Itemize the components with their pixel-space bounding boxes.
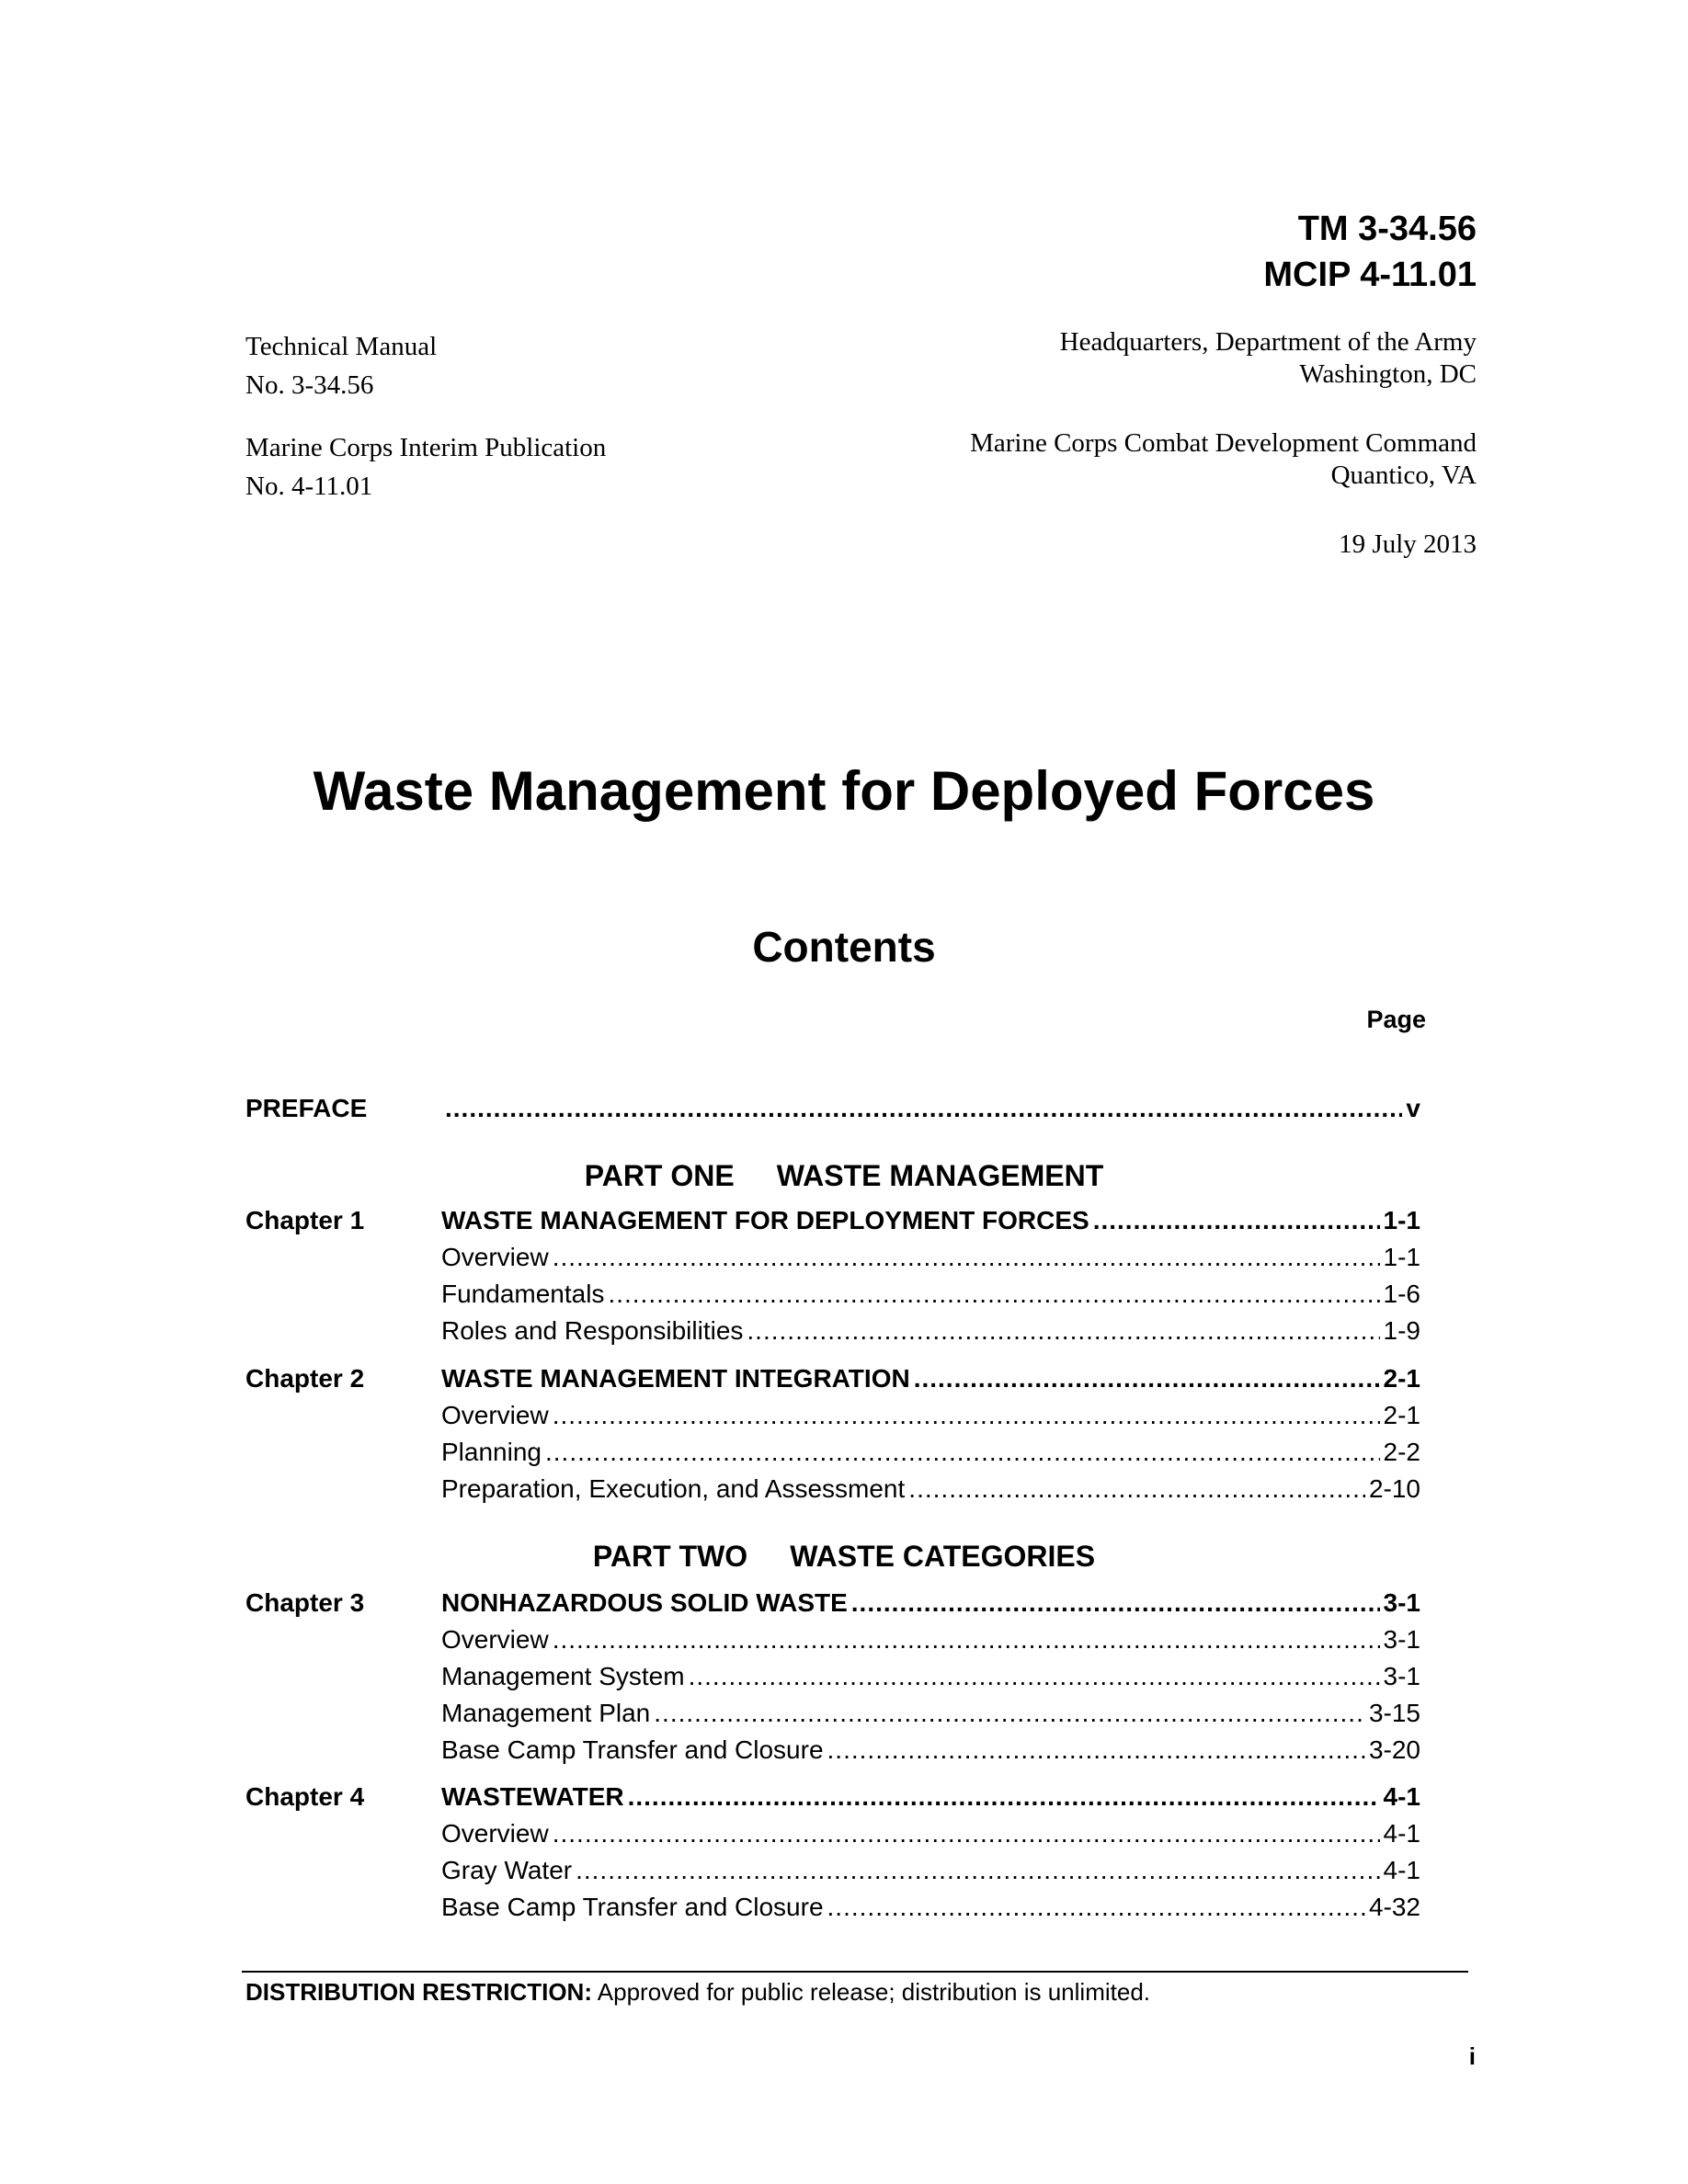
contents-heading: Contents xyxy=(752,923,936,971)
toc-leader-dots xyxy=(608,1280,1379,1309)
toc-leader-dots xyxy=(553,1243,1380,1272)
publication-date: 19 July 2013 xyxy=(1339,529,1477,559)
toc-title: Overview xyxy=(441,1243,549,1271)
toc-leader-dots xyxy=(545,1438,1380,1467)
toc-label: Chapter 3 xyxy=(245,1588,365,1617)
toc-label: Chapter 2 xyxy=(245,1364,365,1393)
toc-title: Base Camp Transfer and Closure xyxy=(441,1735,824,1764)
toc-leader-dots xyxy=(908,1474,1365,1504)
toc-leader-dots xyxy=(553,1401,1380,1430)
toc-page-number: 1-9 xyxy=(1383,1316,1420,1345)
document-number-mcip: MCIP 4-11.01 xyxy=(1263,256,1477,294)
toc-title: Preparation, Execution, and Assessment xyxy=(441,1474,906,1503)
toc-page-number: v xyxy=(1406,1094,1420,1122)
toc-page-number: 3-20 xyxy=(1368,1735,1420,1764)
toc-page-number: 2-2 xyxy=(1383,1438,1420,1466)
publication-number-label: No. 3-34.56 xyxy=(245,370,374,400)
footer-divider xyxy=(242,1971,1468,1973)
toc-title: Gray Water xyxy=(441,1856,573,1884)
part-number: PART ONE xyxy=(584,1159,735,1192)
toc-entry-section[interactable] xyxy=(245,1316,1420,1353)
document-number-tm: TM 3-34.56 xyxy=(1297,210,1477,248)
toc-title: WASTE MANAGEMENT FOR DEPLOYMENT FORCES xyxy=(441,1206,1089,1234)
toc-leader-dots xyxy=(1093,1206,1380,1235)
toc-entry-section[interactable] xyxy=(245,1662,1420,1699)
issuer-location: Quantico, VA xyxy=(1330,461,1477,490)
issuer-name: Marine Corps Combat Development Command xyxy=(970,428,1477,458)
toc-leader-dots xyxy=(827,1735,1365,1765)
toc-entry-section[interactable] xyxy=(245,1625,1420,1662)
publication-type-label: Marine Corps Interim Publication xyxy=(245,433,607,462)
distribution-label: DISTRIBUTION RESTRICTION: xyxy=(245,1978,592,2006)
toc-title: Roles and Responsibilities xyxy=(441,1316,744,1345)
toc-leader-dots xyxy=(576,1856,1379,1885)
issuer-army xyxy=(1060,326,1477,391)
toc-entry-chapter[interactable] xyxy=(245,1364,1420,1401)
toc-entry-section[interactable] xyxy=(245,1243,1420,1280)
toc-label: Chapter 4 xyxy=(245,1782,365,1811)
distribution-text: Approved for public release; distribution is unlimited. xyxy=(597,1978,1150,2006)
toc-entry-section[interactable] xyxy=(245,1699,1420,1735)
toc-page-number: 2-1 xyxy=(1383,1364,1420,1393)
toc-entry-section[interactable] xyxy=(245,1819,1420,1856)
toc-entry-section[interactable] xyxy=(245,1474,1420,1511)
toc-label: Chapter 1 xyxy=(245,1206,365,1234)
toc-page-number: 3-1 xyxy=(1383,1662,1420,1690)
page-column-label: Page xyxy=(1366,1006,1426,1033)
issuer-name: Headquarters, Department of the Army xyxy=(1059,327,1477,357)
toc-page-number: 1-1 xyxy=(1383,1206,1420,1234)
toc-label: PREFACE xyxy=(245,1094,368,1122)
toc-entry-preface[interactable] xyxy=(245,1094,1420,1131)
toc-page-number: 1-6 xyxy=(1383,1280,1420,1308)
publication-number-label: No. 4-11.01 xyxy=(245,472,373,501)
toc-page-number: 4-1 xyxy=(1383,1856,1420,1884)
toc-leader-dots xyxy=(827,1893,1365,1922)
toc-page-number: 3-1 xyxy=(1383,1588,1420,1617)
toc-title: Planning xyxy=(441,1438,542,1466)
toc-title: Overview xyxy=(441,1819,549,1848)
toc-entry-section[interactable] xyxy=(245,1893,1420,1929)
toc-page-number: 2-1 xyxy=(1383,1401,1420,1429)
toc-title: Fundamentals xyxy=(441,1280,605,1308)
toc-entry-section[interactable] xyxy=(245,1280,1420,1316)
part-name: WASTE CATEGORIES xyxy=(790,1540,1096,1573)
toc-page-number: 3-1 xyxy=(1383,1625,1420,1654)
part-heading xyxy=(0,1159,1688,1193)
toc-leader-dots xyxy=(553,1819,1380,1848)
toc-entry-section[interactable] xyxy=(245,1401,1420,1438)
toc-entry-section[interactable] xyxy=(245,1735,1420,1772)
toc-title: Management System xyxy=(441,1662,685,1690)
part-name: WASTE MANAGEMENT xyxy=(776,1159,1104,1192)
toc-title: Base Camp Transfer and Closure xyxy=(441,1893,824,1921)
part-heading xyxy=(0,1540,1688,1574)
toc-page-number: 3-15 xyxy=(1368,1699,1420,1727)
toc-leader-dots xyxy=(914,1364,1380,1393)
toc-title: Overview xyxy=(441,1401,549,1429)
toc-entry-section[interactable] xyxy=(245,1856,1420,1893)
toc-page-number: 4-32 xyxy=(1368,1893,1420,1921)
toc-title: NONHAZARDOUS SOLID WASTE xyxy=(441,1588,848,1617)
toc-leader-dots xyxy=(851,1588,1380,1618)
toc-entry-chapter[interactable] xyxy=(245,1588,1420,1625)
publication-type-label: Technical Manual xyxy=(245,332,438,361)
toc-entry-chapter[interactable] xyxy=(245,1206,1420,1243)
issuer-location: Washington, DC xyxy=(1299,359,1477,389)
toc-entry-chapter[interactable] xyxy=(245,1782,1420,1819)
toc-leader-dots xyxy=(628,1782,1380,1812)
toc-leader-dots xyxy=(553,1625,1380,1655)
toc-page-number: 4-1 xyxy=(1383,1782,1420,1811)
toc-title: WASTE MANAGEMENT INTEGRATION xyxy=(441,1364,910,1393)
toc-page-number: 2-10 xyxy=(1368,1474,1420,1503)
publication-info-army xyxy=(245,327,437,404)
distribution-restriction xyxy=(245,1978,1150,2007)
toc-entry-section[interactable] xyxy=(245,1438,1420,1474)
toc-title: WASTEWATER xyxy=(441,1782,624,1811)
page-number: i xyxy=(1468,2042,1476,2070)
issuer-marines xyxy=(970,427,1477,492)
publication-info-marines xyxy=(245,428,606,506)
part-number: PART TWO xyxy=(592,1540,748,1573)
toc-leader-dots xyxy=(689,1662,1380,1691)
toc-title: Management Plan xyxy=(441,1699,651,1727)
toc-page-number: 1-1 xyxy=(1383,1243,1420,1271)
document-title: Waste Management for Deployed Forces xyxy=(313,760,1375,822)
toc-leader-dots xyxy=(445,1094,1402,1123)
toc-page-number: 4-1 xyxy=(1383,1819,1420,1848)
toc-leader-dots xyxy=(654,1699,1365,1728)
toc-title: Overview xyxy=(441,1625,549,1654)
toc-leader-dots xyxy=(747,1316,1379,1346)
